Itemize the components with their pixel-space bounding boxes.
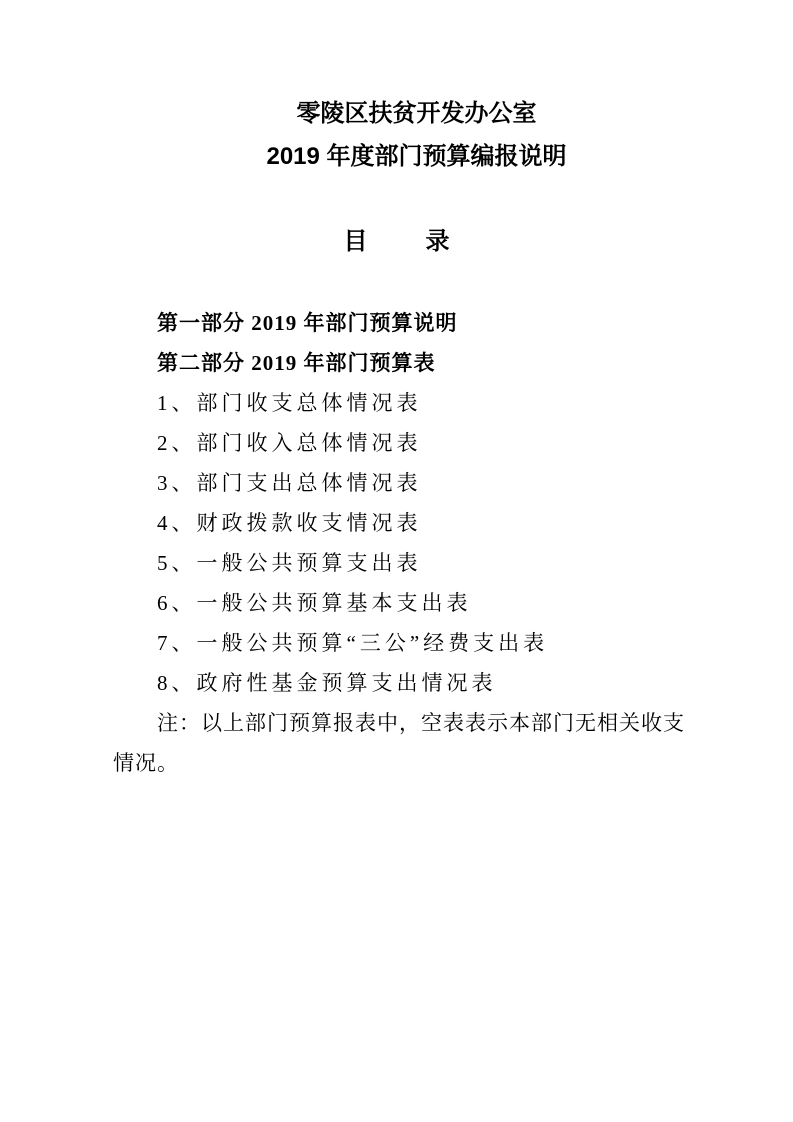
toc-item-5: 5、一般公共预算支出表 bbox=[157, 551, 422, 575]
toc-note-line-1: 注：以上部门预算报表中，空表表示本部门无相关收支 bbox=[157, 711, 685, 735]
contents-heading-char-right: 录 bbox=[425, 228, 450, 255]
document-title-line1: 零陵区扶贫开发办公室 bbox=[296, 100, 537, 127]
document-title-line2: 2019 年度部门预算编报说明 bbox=[266, 143, 567, 170]
toc-part-1: 第一部分 2019 年部门预算说明 bbox=[157, 311, 458, 335]
toc-item-4: 4、财政拨款收支情况表 bbox=[157, 511, 422, 535]
toc-item-3: 3、部门支出总体情况表 bbox=[157, 471, 422, 495]
toc-item-1: 1、部门收支总体情况表 bbox=[157, 391, 422, 415]
contents-heading-char-left: 目 bbox=[343, 228, 368, 255]
toc-note-line-2: 情况。 bbox=[113, 751, 179, 775]
toc-item-7: 7、一般公共预算“三公”经费支出表 bbox=[157, 631, 549, 655]
table-of-contents bbox=[113, 303, 693, 783]
toc-item-6: 6、一般公共预算基本支出表 bbox=[157, 591, 472, 615]
contents-heading bbox=[0, 227, 793, 257]
toc-item-2: 2、部门收入总体情况表 bbox=[157, 431, 422, 455]
toc-part-2: 第二部分 2019 年部门预算表 bbox=[157, 351, 436, 375]
toc-item-8: 8、政府性基金预算支出情况表 bbox=[157, 671, 497, 695]
